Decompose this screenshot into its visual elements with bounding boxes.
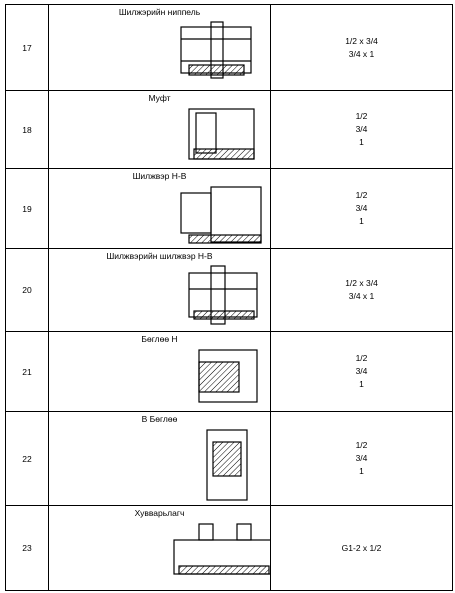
size-value: 3/4 — [355, 124, 368, 134]
table-row — [6, 506, 453, 591]
row-number: 19 — [6, 169, 49, 249]
sizes-cell — [271, 506, 453, 591]
fitting-title: Шилжвэр Н-В — [132, 171, 187, 181]
table-row — [6, 5, 453, 91]
table-row — [6, 412, 453, 506]
fitting-title: Шилжэрийн ниппель — [118, 7, 201, 17]
size-value: 3/4 — [355, 453, 368, 463]
size-value: 3/4 x 1 — [348, 48, 375, 59]
row-number: 18 — [6, 91, 49, 169]
fitting-drawing-cell — [49, 506, 271, 591]
coupling-icon — [49, 91, 270, 169]
fitting-drawing-cell — [49, 5, 271, 91]
row-number: 20 — [6, 249, 49, 332]
size-value: 3/4 — [355, 366, 368, 376]
table-row — [6, 249, 453, 332]
sizes-cell — [271, 169, 453, 249]
sizes-cell — [271, 5, 453, 91]
fitting-title: Муфт — [148, 93, 171, 103]
fittings-table — [5, 4, 453, 591]
fitting-drawing-cell — [49, 249, 271, 332]
sizes-cell — [271, 249, 453, 332]
size-value: 1/2 — [355, 190, 368, 200]
fitting-drawing-cell — [49, 91, 271, 169]
distributor-icon — [49, 506, 270, 591]
size-value: 1/2 — [355, 353, 368, 363]
sizes-cell — [271, 91, 453, 169]
nipple-fitting-icon — [49, 5, 270, 91]
row-number: 21 — [6, 332, 49, 412]
cap-icon — [49, 412, 270, 506]
size-value: 1 — [359, 379, 364, 389]
fitting-drawing-cell — [49, 169, 271, 249]
fitting-title: В Бөглөө — [141, 414, 178, 424]
sizes-cell — [271, 412, 453, 506]
table-row — [6, 332, 453, 412]
size-value: 1/2 — [355, 111, 368, 121]
size-value: 3/4 x 1 — [348, 291, 375, 301]
row-number: 23 — [6, 506, 49, 591]
size-value: G1-2 x 1/2 — [341, 542, 382, 553]
fitting-title: Бөглөө Н — [141, 334, 178, 344]
fitting-drawing-cell — [49, 332, 271, 412]
adapter-icon — [49, 169, 270, 249]
fitting-drawing-cell — [49, 412, 271, 506]
size-value: 1 — [359, 466, 364, 476]
size-value: 3/4 — [355, 203, 368, 213]
size-value: 1/2 — [355, 440, 368, 450]
size-value: 1 — [359, 137, 364, 147]
size-value: 1/2 x 3/4 — [345, 278, 378, 288]
fitting-title: Хувварьлагч — [134, 508, 185, 518]
plug-icon — [49, 332, 270, 412]
row-number: 17 — [6, 5, 49, 91]
sizes-cell — [271, 332, 453, 412]
row-number: 22 — [6, 412, 49, 506]
table-row — [6, 91, 453, 169]
size-value: 1/2 x 3/4 — [345, 35, 378, 46]
fitting-title: Шилжвэрийн шилжвэр Н-В — [106, 251, 213, 261]
double-adapter-icon — [49, 249, 270, 332]
size-value: 1 — [359, 216, 364, 226]
table-row — [6, 169, 453, 249]
